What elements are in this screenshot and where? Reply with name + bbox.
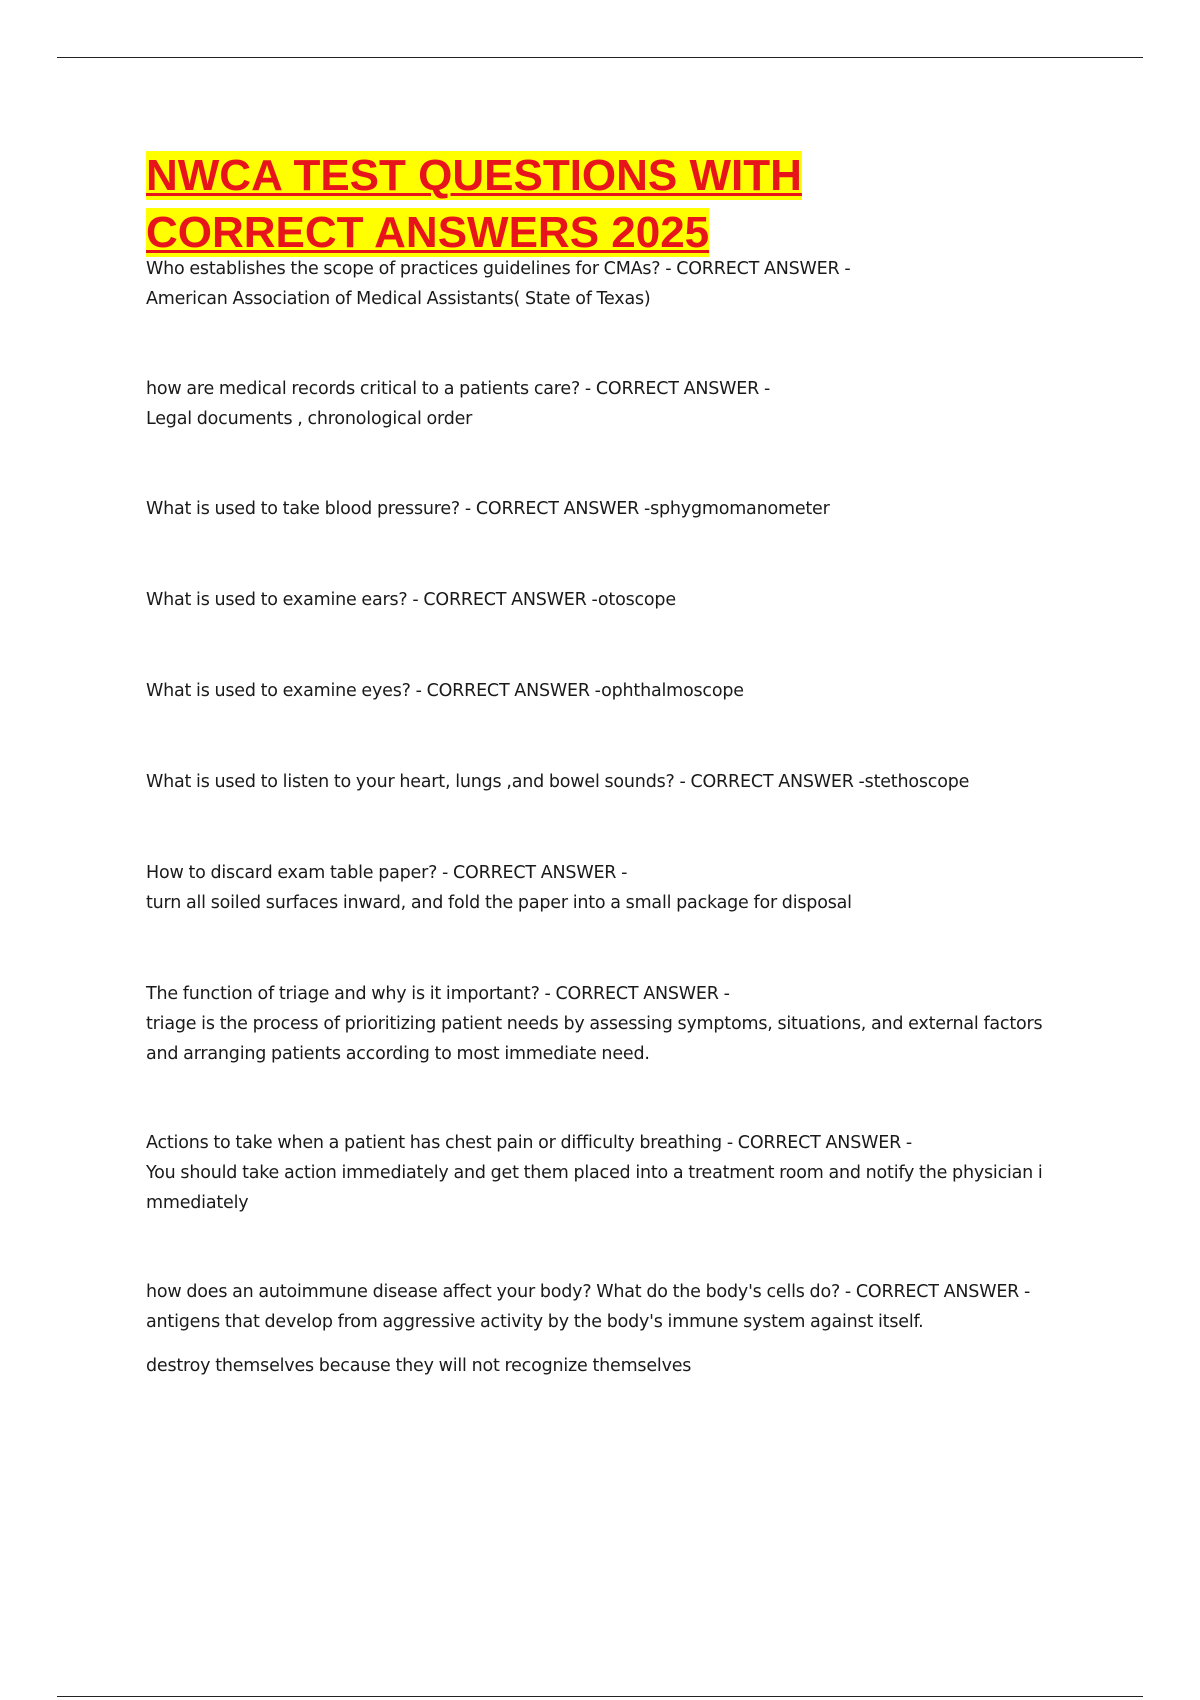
- title-line-2: CORRECT ANSWERS 2025: [146, 208, 710, 257]
- document-title: [146, 147, 1096, 261]
- answer-text: antigens that develop from aggressive activity by the body's immune system against itself.: [146, 1312, 924, 1332]
- question-text: Who establishes the scope of practices guidelines for CMAs? - CORRECT ANSWER -: [146, 259, 851, 279]
- question-text: The function of triage and why is it important? - CORRECT ANSWER -: [146, 984, 730, 1004]
- qa-item-5: [146, 676, 744, 706]
- question-text: How to discard exam table paper? - CORRECT ANSWER -: [146, 863, 628, 883]
- qa-item-2: [146, 374, 770, 434]
- question-text: What is used to examine ears? - CORRECT ANSWER -otoscope: [146, 590, 676, 610]
- answer-extra-text: destroy themselves because they will not recognize themselves: [146, 1356, 692, 1376]
- qa-item-7: [146, 858, 852, 918]
- question-text: What is used to examine eyes? - CORRECT ANSWER -ophthalmoscope: [146, 681, 744, 701]
- qa-item-8: [146, 979, 1042, 1069]
- question-text: What is used to take blood pressure? - CORRECT ANSWER -sphygmomanometer: [146, 499, 830, 519]
- qa-item-9: [146, 1128, 1043, 1218]
- qa-item-10: [146, 1277, 1030, 1381]
- answer-text-line-2: mmediately: [146, 1193, 249, 1213]
- answer-text: Legal documents , chronological order: [146, 409, 473, 429]
- bottom-rule: [57, 1696, 1143, 1697]
- answer-text: American Association of Medical Assistants( State of Texas): [146, 289, 651, 309]
- qa-item-1: [146, 254, 850, 314]
- document-body: [146, 147, 1096, 1376]
- question-text: What is used to listen to your heart, lungs ,and bowel sounds? - CORRECT ANSWER -stethoscope: [146, 772, 970, 792]
- title-line-1: NWCA TEST QUESTIONS WITH: [146, 151, 802, 200]
- qa-item-4: [146, 585, 676, 615]
- top-rule: [57, 57, 1143, 58]
- answer-text: turn all soiled surfaces inward, and fold the paper into a small package for disposal: [146, 893, 852, 913]
- question-text: Actions to take when a patient has chest pain or difficulty breathing - CORRECT ANSWER -: [146, 1133, 913, 1153]
- qa-item-6: [146, 767, 969, 797]
- question-text: how does an autoimmune disease affect your body? What do the body's cells do? - CORRECT ANSWER -: [146, 1282, 1031, 1302]
- answer-text-line-1: You should take action immediately and get them placed into a treatment room and notify the physician i: [146, 1163, 1043, 1183]
- qa-item-3: [146, 494, 830, 524]
- answer-text-line-1: triage is the process of prioritizing patient needs by assessing symptoms, situations, and external factors: [146, 1014, 1043, 1034]
- question-text: how are medical records critical to a patients care? - CORRECT ANSWER -: [146, 379, 771, 399]
- answer-text-line-2: and arranging patients according to most immediate need.: [146, 1044, 650, 1064]
